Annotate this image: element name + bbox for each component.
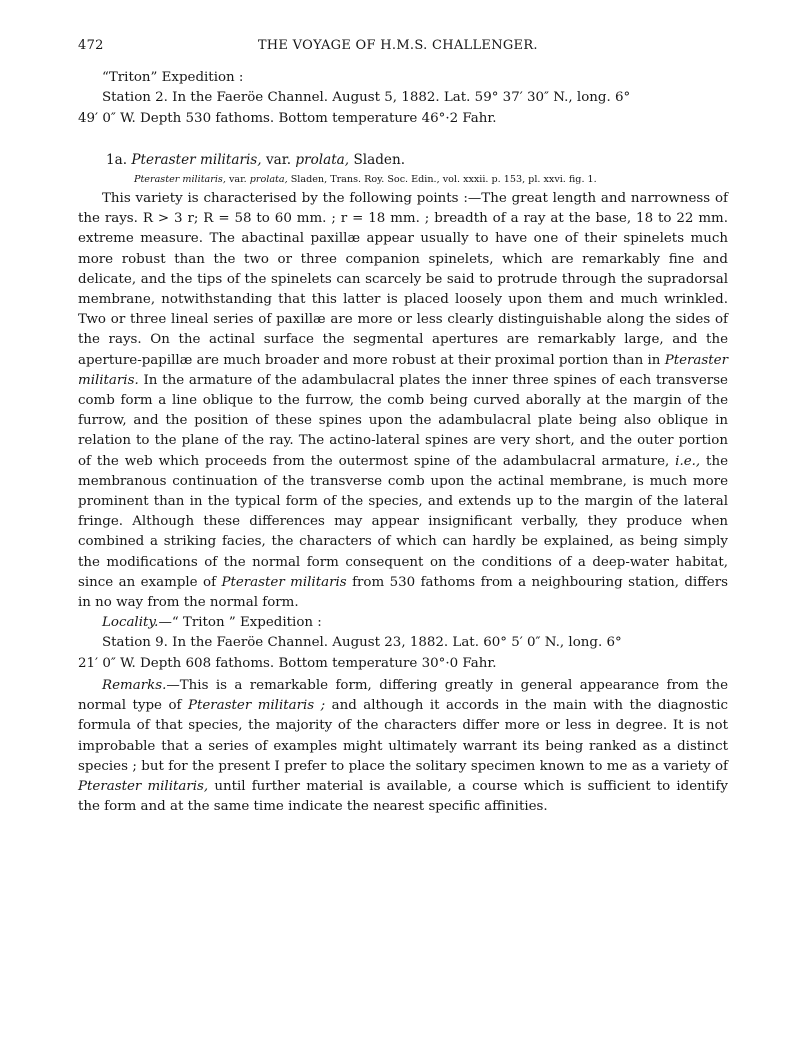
page-content	[78, 36, 728, 817]
description-paragraph: This variety is characterised by the following points :—The great length and narrowness of the rays. R > 3 r; R = 58 to 60 mm. ; r = 18 mm. ; breadth of a ray at the base, 18 to 22 mm. extreme measure. The abactinal paxillæ appear usually to have one of their spinelets much more robust than the two or three companion spinelets, which are remarkably fine and delicate, and the tips of the spinelets can scarcely be said to protrude through the supradorsal membrane, notwithstanding that this latter is placed loosely upon them and much wrinkled. Two or three lineal series of paxillæ are more or less clearly distinguishable along the sides of the rays. On the actinal surface the segmental apertures are remarkably large, and the aperture-papillæ are much broader and more robust at their proximal portion than in Pteraster militaris. In the armature of the adambulacral plates the inner three spines of each transverse comb form a line oblique to the furrow, the comb being curved aborally at the margin of the furrow, and the position of these spines upon the adambulacral plate being also oblique in relation to the plane of the ray. The actino-lateral spines are very short, and the outer portion of the web which proceeds from the outermost spine of the adambulacral armature, i.e., the membranous continuation of the transverse comb upon the actinal membrane, is much more prominent than in the typical form of the species, and extends up to the margin of the lateral fringe. Although these differences may appear insignificant verbally, they produce when combined a striking facies, the characters of which can hardly be explained, as being simply the modifications of the normal form consequent on the conditions of a deep-water habitat, since an example of Pteraster militaris from 530 fathoms from a neighbouring station, differs in no way from the normal form.	[78, 191, 728, 611]
synonym-name: Pteraster militaris,	[134, 174, 226, 186]
running-title: THE VOYAGE OF H.M.S. CHALLENGER.	[257, 38, 538, 53]
page-number: 472	[78, 38, 104, 53]
remarks-paragraph: Remarks.—This is a remarkable form, differing greatly in general appearance from the normal type of Pteraster militaris ; and although it accords in the main with the diagnostic formula of that species, the majority of the characters differ more or less in degree. It is not improbable that a series of examples might ultimately warrant its being ranked as a distinct species ; but for the present I prefer to place the solitary specimen known to me as a variety of Pteraster militaris, until further material is available, a course which is sufficient to identify the form and at the same time indicate the nearest specific affinities.	[78, 677, 728, 815]
station-line-1: Station 2. In the Faeröe Channel. August 5, 1882. Lat. 59° 37′ 30″ N., long. 6°	[102, 90, 631, 106]
synonym-citation: Pteraster militaris, var. prolata, Sladen, Trans. Roy. Soc. Edin., vol. xxxii. p. 153, pl. xxvi. fig. 1.	[134, 174, 597, 186]
remarks-label: Remarks.	[102, 677, 167, 693]
running-header	[78, 36, 728, 56]
locality-station-line-2: 21′ 0″ W. Depth 608 fathoms. Bottom temperature 30°·0 Fahr.	[78, 655, 497, 671]
locality-label: Locality.	[102, 615, 159, 631]
species-author: Sladen.	[353, 151, 406, 168]
species-number: 1a.	[106, 151, 128, 168]
locality-line: Locality.—“ Triton ” Expedition :	[102, 615, 322, 631]
expedition-heading: “Triton” Expedition :	[102, 70, 244, 86]
station-line-2: 49′ 0″ W. Depth 530 fathoms. Bottom temperature 46°·2 Fahr.	[78, 110, 497, 126]
synonym-reference: Sladen, Trans. Roy. Soc. Edin., vol. xxxii. p. 153, pl. xxvi. fig. 1.	[290, 174, 597, 186]
species-variety: var. prolata,	[265, 151, 350, 168]
station-record-1	[78, 68, 728, 129]
species-heading	[78, 150, 728, 170]
species-name: Pteraster militaris,	[131, 151, 262, 168]
locality-station-line-1: Station 9. In the Faeröe Channel. August 23, 1882. Lat. 60° 5′ 0″ N., long. 6°	[102, 635, 622, 651]
